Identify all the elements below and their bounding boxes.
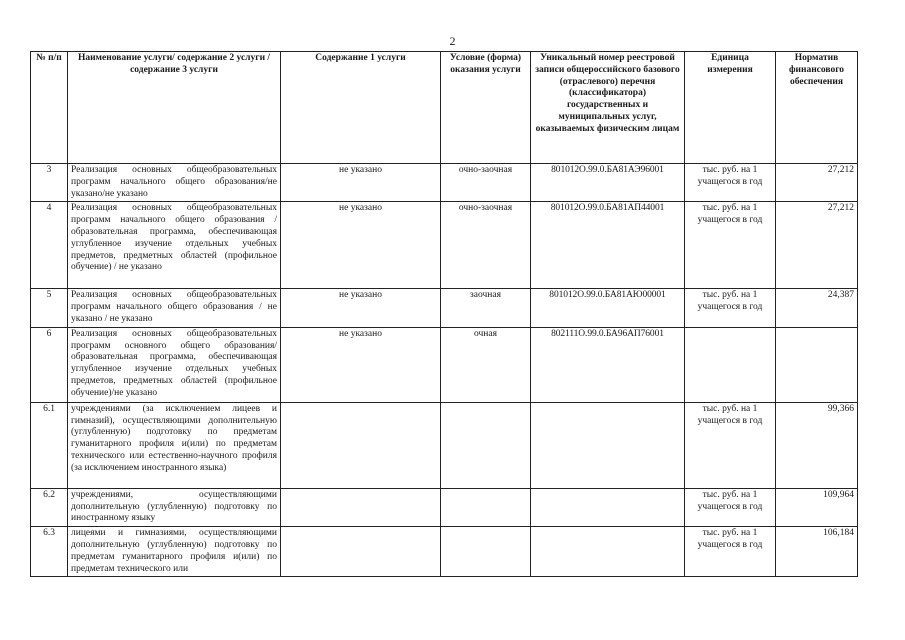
table-row	[31, 527, 858, 577]
header-content1: Содержание 1 услуги	[281, 52, 441, 164]
row-content1	[281, 527, 441, 577]
row-unit: тыс. руб. на 1 учащегося в год	[685, 164, 776, 202]
row-name: Реализация основных общеобразовательных программ основного общего образования/образовательная программа, обеспечивающая углубленное изучение отдельных учебных предметов, предметных областей (профильное обучение)/не указано	[68, 327, 281, 402]
row-name: Реализация основных общеобразовательных программ начального общего образования/не указано/не указано	[68, 164, 281, 202]
row-code	[531, 402, 685, 488]
header-registry: Уникальный номер реестровой записи общероссийского базового (отраслевого) перечня (классификатора) государственных и муниципальных услуг, оказываемых физическим лицам	[531, 52, 685, 164]
row-num: 4	[31, 202, 68, 289]
row-norm: 27,212	[776, 202, 858, 289]
row-norm: 27,212	[776, 164, 858, 202]
table-row	[31, 164, 858, 202]
row-content1: не указано	[281, 164, 441, 202]
row-num: 6	[31, 327, 68, 402]
row-code	[531, 527, 685, 577]
row-num: 6.2	[31, 488, 68, 526]
row-norm: 109,964	[776, 488, 858, 526]
row-code: 801012О.99.0.БА81АП44001	[531, 202, 685, 289]
row-form	[441, 402, 531, 488]
row-name	[68, 527, 281, 577]
row-name: Реализация основных общеобразовательных программ начального общего образования / образовательная программа, обеспечивающая углубленное изучение отдельных учебных предметов, предметных областей (профильное обучение) / не указано	[68, 202, 281, 289]
row-norm: 24,387	[776, 289, 858, 327]
row-form: очно-заочная	[441, 164, 531, 202]
row-code: 801012О.99.0.БА81АЭ96001	[531, 164, 685, 202]
row-form: заочная	[441, 289, 531, 327]
row-unit: тыс. руб. на 1 учащегося в год	[685, 402, 776, 488]
header-condition: Условие (форма) оказания услуги	[441, 52, 531, 164]
table-row	[31, 289, 858, 327]
table-row	[31, 488, 858, 526]
row-name: учреждениями, осуществляющими дополнительную (углубленную) подготовку по иностранному языку	[68, 488, 281, 526]
header-norm: Норматив финансового обеспечения	[776, 52, 858, 164]
header-row	[31, 52, 858, 164]
row-unit: тыс. руб. на 1 учащегося в год	[685, 202, 776, 289]
row-num: 3	[31, 164, 68, 202]
row-content1: не указано	[281, 202, 441, 289]
row-form: очно-заочная	[441, 202, 531, 289]
table-row	[31, 202, 858, 289]
row-content1	[281, 488, 441, 526]
row-code: 801012О.99.0.БА81АЮ00001	[531, 289, 685, 327]
row-norm: 106,184	[776, 527, 858, 577]
row-code: 802111О.99.0.БА96АП76001	[531, 327, 685, 402]
row-code	[531, 488, 685, 526]
row-num: 6.1	[31, 402, 68, 488]
row-name: Реализация основных общеобразовательных программ начального общего образования / не указано / не указано	[68, 289, 281, 327]
page-number: 2	[449, 34, 456, 48]
row-norm: 99,366	[776, 402, 858, 488]
header-unit: Единица измерения	[685, 52, 776, 164]
row-form	[441, 527, 531, 577]
row-form: очная	[441, 327, 531, 402]
row-num: 5	[31, 289, 68, 327]
row-unit: тыс. руб. на 1 учащегося в год	[685, 488, 776, 526]
row-content1: не указано	[281, 289, 441, 327]
row-name-text: лицеями и гимназиями, осуществляющими дополнительную (углубленную) подготовку по предметам гуманитарного профиля и(или) по предметам технического или	[71, 528, 277, 574]
row-norm	[776, 327, 858, 402]
row-form	[441, 488, 531, 526]
services-table	[30, 51, 858, 577]
row-content1: не указано	[281, 327, 441, 402]
header-num: № п/п	[31, 52, 68, 164]
row-unit: тыс. руб. на 1 учащегося в год	[685, 289, 776, 327]
row-unit	[685, 327, 776, 402]
table-row	[31, 402, 858, 488]
row-num: 6.3	[31, 527, 68, 577]
row-content1	[281, 402, 441, 488]
row-unit: тыс. руб. на 1 учащегося в год	[685, 527, 776, 577]
header-name: Наименование услуги/ содержание 2 услуги / содержание 3 услуги	[68, 52, 281, 164]
table-row	[31, 327, 858, 402]
row-name: учреждениями (за исключением лицеев и гимназий), осуществляющими дополнительную (углубленную) подготовку по предметам гуманитарного профиля и(или) по предметам технического или естественно-научного профиля (за исключением иностранного языка)	[68, 402, 281, 488]
